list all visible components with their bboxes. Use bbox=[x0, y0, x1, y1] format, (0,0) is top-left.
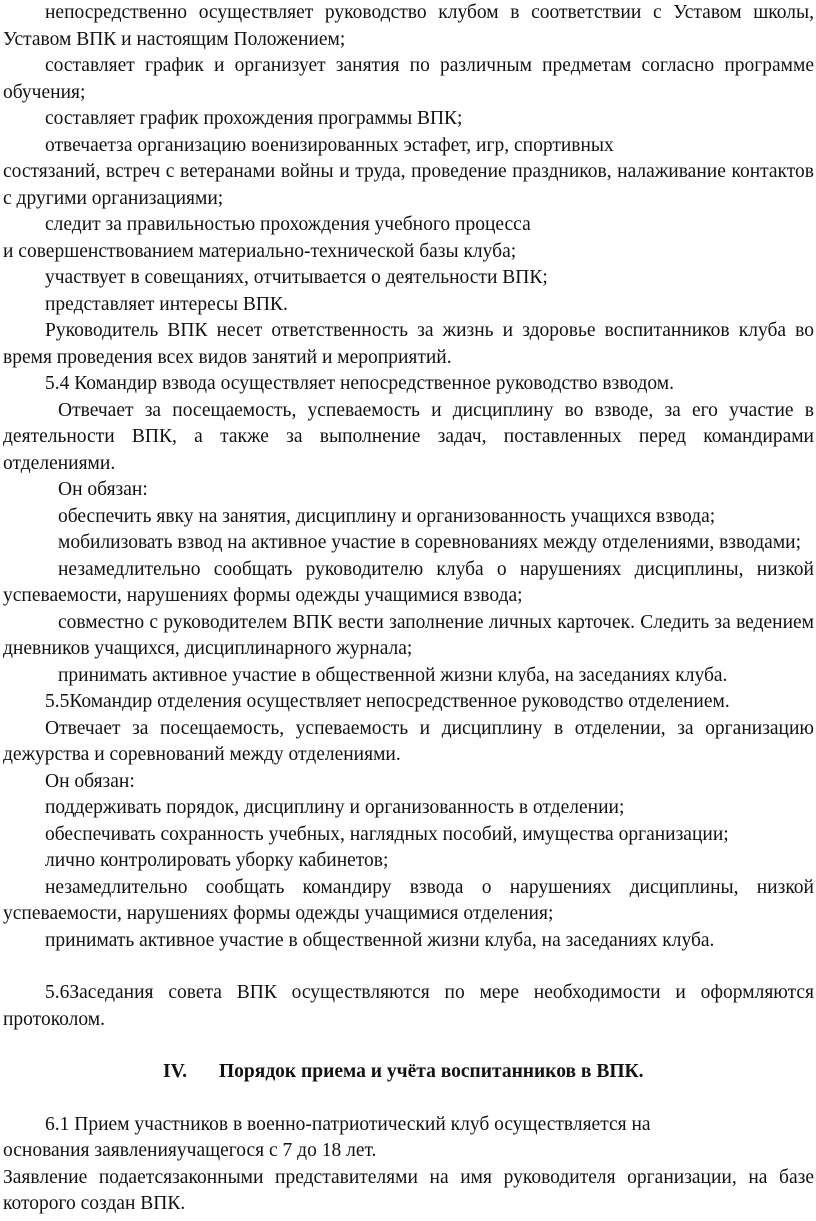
paragraph: составляет график и организует занятия по различным предметам согласно программе обучения; bbox=[3, 55, 814, 103]
paragraph: 5.5Командир отделения осуществляет непосредственное руководство отделением. bbox=[45, 691, 730, 712]
paragraph: незамедлительно сообщать командиру взвода о нарушениях дисциплины, низкой успеваемости, нарушениях формы одежды учащимися отделения; bbox=[3, 876, 814, 924]
paragraph: Он обязан: bbox=[58, 479, 148, 500]
spacer bbox=[3, 1033, 814, 1059]
paragraph-application: Заявление подаетсязаконными представителями на имя руководителя организации, на базе которого создан ВПК. bbox=[3, 1166, 814, 1214]
paragraph: лично контролировать уборку кабинетов; bbox=[45, 850, 389, 871]
paragraph: поддерживать порядок, дисциплину и организованность в отделении; bbox=[45, 797, 625, 818]
paragraph-5-6: 5.6Заседания совета ВПК осуществляются по мере необходимости и оформляются протоколом. bbox=[3, 982, 814, 1030]
paragraph: Отвечает за посещаемость, успеваемость и дисциплину во взводе, за его участие в деятельности ВПК, а также за выполнение задач, поставленных перед командирами отделениями. bbox=[3, 399, 814, 474]
paragraph: принимать активное участие в общественной жизни клуба, на заседаниях клуба. bbox=[45, 929, 715, 951]
paragraph-6-1-line2: основания заявленияучащегося с 7 до 18 лет. bbox=[3, 1140, 377, 1161]
paragraph: и совершенствованием материально-технической базы клуба; bbox=[3, 240, 517, 262]
paragraph: 5.4 Командир взвода осуществляет непосредственное руководство взводом. bbox=[45, 373, 675, 394]
responsibilities-block bbox=[3, 0, 814, 954]
paragraph: обеспечить явку на занятия, дисциплину и организованность учащихся взвода; bbox=[58, 505, 716, 527]
paragraph: Он обязан: bbox=[45, 770, 135, 792]
paragraph: незамедлительно сообщать руководителю клуба о нарушениях дисциплины, низкой успеваемости, нарушениях формы одежды учащимися взвода; bbox=[3, 558, 814, 606]
paragraph: отвечаетза организацию военизированных эстафет, игр, спортивных bbox=[45, 134, 614, 156]
paragraph: участвует в совещаниях, отчитывается о деятельности ВПК; bbox=[45, 267, 548, 288]
spacer bbox=[3, 954, 814, 980]
paragraph: следит за правильностью прохождения учебного процесса bbox=[45, 214, 531, 235]
paragraph: Руководитель ВПК несет ответственность за жизнь и здоровье воспитанников клуба во время проведения всех видов занятий и мероприятий. bbox=[3, 320, 814, 368]
paragraph-6-1-line1: 6.1 Прием участников в военно-патриотический клуб осуществляется на bbox=[45, 1113, 651, 1135]
spacer bbox=[3, 1086, 814, 1112]
paragraph: мобилизовать взвод на активное участие в соревнованиях между отделениями, взводами; bbox=[58, 532, 802, 553]
paragraph: непосредственно осуществляет руководство клубом в соответствии с Уставом школы, Уставом ВПК и настоящим Положением; bbox=[3, 2, 814, 50]
section-heading bbox=[3, 1059, 814, 1086]
paragraph: составляет график прохождения программы ВПК; bbox=[45, 108, 463, 129]
paragraph: принимать активное участие в общественной жизни клуба, на заседаниях клуба. bbox=[58, 664, 728, 686]
section-title: Порядок приема и учёта воспитанников в ВПК. bbox=[219, 1061, 644, 1082]
paragraph: состязаний, встреч с ветеранами войны и труда, проведение праздников, налаживание контактов с другими организациями; bbox=[3, 161, 814, 209]
paragraph: Отвечает за посещаемость, успеваемость и дисциплину в отделении, за организацию дежурства и соревнований между отделениями. bbox=[3, 717, 814, 765]
section-number: IV. bbox=[163, 1061, 188, 1082]
paragraph: совместно с руководителем ВПК вести заполнение личных карточек. Следить за ведением дневников учащихся, дисциплинарного журнала; bbox=[3, 611, 814, 659]
paragraph: представляет интересы ВПК. bbox=[45, 293, 288, 315]
paragraph: обеспечивать сохранность учебных, наглядных пособий, имущества организации; bbox=[45, 823, 729, 845]
